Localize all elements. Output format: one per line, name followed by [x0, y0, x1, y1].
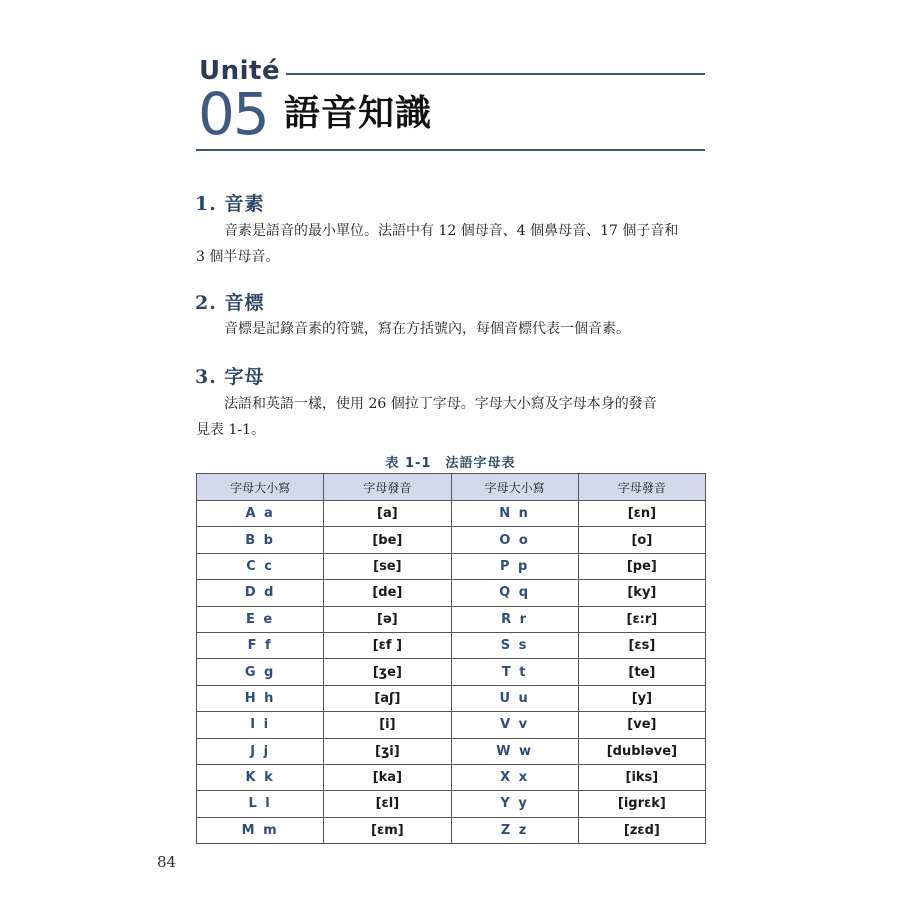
- pronunciation-cell: [de]: [324, 580, 451, 606]
- page-number: 84: [157, 853, 177, 871]
- letter-cell: T t: [451, 659, 578, 685]
- unit-label: Unité: [199, 56, 281, 86]
- pronunciation-cell: [ɛ:r]: [578, 606, 705, 632]
- letter-cell: K k: [197, 764, 324, 790]
- pronunciation-cell: [y]: [578, 685, 705, 711]
- paragraph-line: 見表 1-1。: [196, 422, 265, 438]
- pronunciation-cell: [i]: [324, 712, 451, 738]
- letter-cell: V v: [451, 712, 578, 738]
- pronunciation-cell: [ɛs]: [578, 632, 705, 658]
- header-top-rule: [286, 73, 705, 75]
- section-heading-alphabet: 3. 字母: [195, 366, 265, 388]
- column-header: 字母發音: [578, 474, 705, 501]
- letter-cell: I i: [197, 712, 324, 738]
- table-row: [197, 712, 706, 738]
- table-row: [197, 580, 706, 606]
- letter-cell: W w: [451, 738, 578, 764]
- pronunciation-cell: [zɛd]: [578, 817, 705, 843]
- column-header: 字母大小寫: [197, 474, 324, 501]
- pronunciation-cell: [iks]: [578, 764, 705, 790]
- pronunciation-cell: [ə]: [324, 606, 451, 632]
- table-row: [197, 659, 706, 685]
- letter-cell: Z z: [451, 817, 578, 843]
- letter-cell: Q q: [451, 580, 578, 606]
- paragraph-line: 音標是記錄音素的符號，寫在方括號內，每個音標代表一個音素。: [224, 321, 630, 337]
- table-header-row: [197, 474, 706, 501]
- pronunciation-cell: [igrɛk]: [578, 791, 705, 817]
- unit-title: 語音知識: [284, 93, 433, 134]
- table-row: [197, 527, 706, 553]
- section-heading-phonetic-symbol: 2. 音標: [195, 292, 265, 314]
- pronunciation-cell: [ɛm]: [324, 817, 451, 843]
- pronunciation-cell: [se]: [324, 553, 451, 579]
- letter-cell: J j: [197, 738, 324, 764]
- letter-cell: N n: [451, 501, 578, 527]
- paragraph-line: 音素是語音的最小單位。法語中有 12 個母音、4 個鼻母音、17 個子音和: [224, 223, 679, 239]
- pronunciation-cell: [te]: [578, 659, 705, 685]
- pronunciation-cell: [o]: [578, 527, 705, 553]
- pronunciation-cell: [ɛn]: [578, 501, 705, 527]
- pronunciation-cell: [ka]: [324, 764, 451, 790]
- letter-cell: O o: [451, 527, 578, 553]
- pronunciation-cell: [ɛl]: [324, 791, 451, 817]
- letter-cell: S s: [451, 632, 578, 658]
- letter-cell: X x: [451, 764, 578, 790]
- table-row: [197, 632, 706, 658]
- letter-cell: G g: [197, 659, 324, 685]
- pronunciation-cell: [ky]: [578, 580, 705, 606]
- letter-cell: Y y: [451, 791, 578, 817]
- unit-number: 05: [198, 80, 268, 148]
- table-row: [197, 738, 706, 764]
- table-row: [197, 791, 706, 817]
- letter-cell: H h: [197, 685, 324, 711]
- table-row: [197, 685, 706, 711]
- pronunciation-cell: [pe]: [578, 553, 705, 579]
- section-paragraph-alphabet: [196, 391, 708, 443]
- letter-cell: B b: [197, 527, 324, 553]
- table-row: [197, 606, 706, 632]
- section-paragraph-phonetic-symbol: [196, 316, 708, 342]
- table-row: [197, 817, 706, 843]
- pronunciation-cell: [aʃ]: [324, 685, 451, 711]
- paragraph-line: 3 個半母音。: [196, 249, 280, 265]
- header-bottom-rule: [196, 149, 705, 151]
- paragraph-line: 法語和英語一樣，使用 26 個拉丁字母。字母大小寫及字母本身的發音: [224, 396, 657, 412]
- pronunciation-cell: [ve]: [578, 712, 705, 738]
- pronunciation-cell: [a]: [324, 501, 451, 527]
- pronunciation-cell: [ɛf ]: [324, 632, 451, 658]
- letter-cell: F f: [197, 632, 324, 658]
- letter-cell: L l: [197, 791, 324, 817]
- letter-cell: R r: [451, 606, 578, 632]
- alphabet-table: [196, 473, 706, 844]
- pronunciation-cell: [be]: [324, 527, 451, 553]
- letter-cell: M m: [197, 817, 324, 843]
- section-paragraph-phoneme: [196, 218, 708, 270]
- table-row: [197, 553, 706, 579]
- letter-cell: P p: [451, 553, 578, 579]
- pronunciation-cell: [ʒe]: [324, 659, 451, 685]
- table-row: [197, 501, 706, 527]
- letter-cell: E e: [197, 606, 324, 632]
- column-header: 字母大小寫: [451, 474, 578, 501]
- table-row: [197, 764, 706, 790]
- letter-cell: A a: [197, 501, 324, 527]
- letter-cell: U u: [451, 685, 578, 711]
- table-body: [197, 501, 706, 844]
- pronunciation-cell: [ʒi]: [324, 738, 451, 764]
- letter-cell: C c: [197, 553, 324, 579]
- table-caption: 表 1-1 法語字母表: [385, 456, 516, 471]
- pronunciation-cell: [dubləve]: [578, 738, 705, 764]
- section-heading-phoneme: 1. 音素: [195, 193, 265, 215]
- column-header: 字母發音: [324, 474, 451, 501]
- letter-cell: D d: [197, 580, 324, 606]
